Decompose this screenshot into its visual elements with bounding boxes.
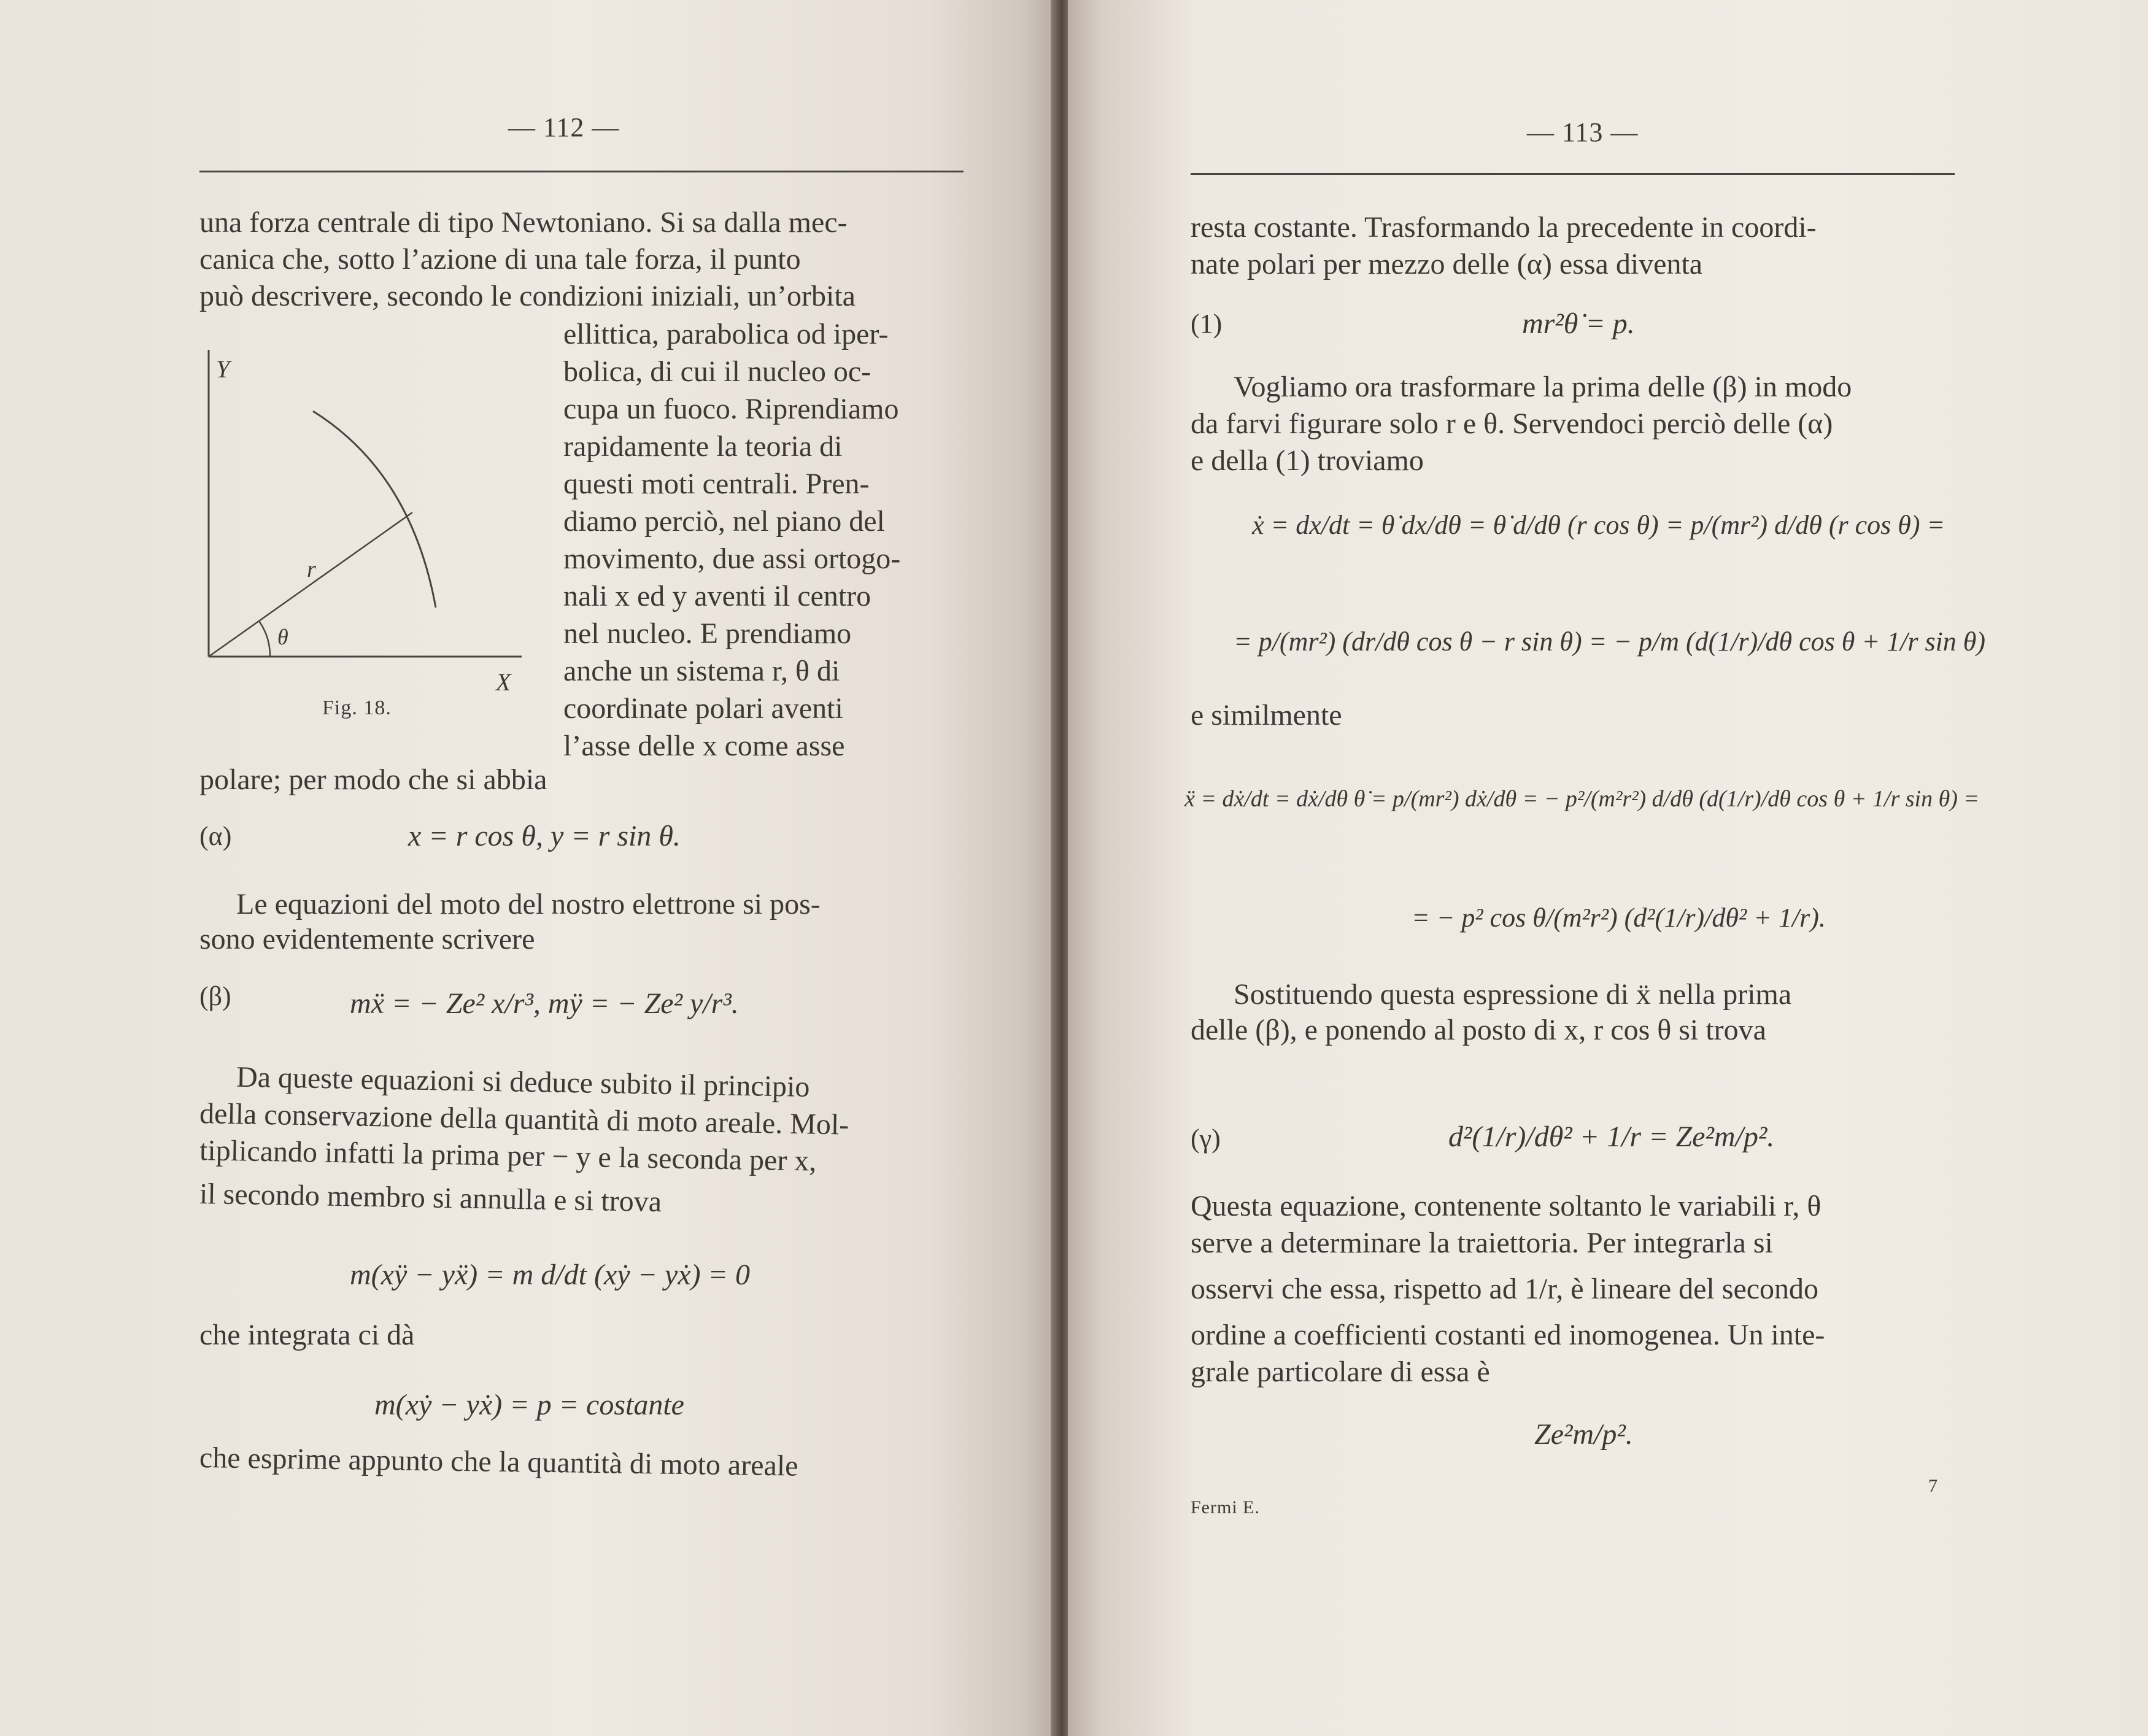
equation-label: (γ) xyxy=(1191,1124,1221,1154)
text-line: delle (β), e ponendo al posto di x, r cos θ si trova xyxy=(1191,1014,1766,1046)
equation-beta: mẍ = − Ze² x/r³, mÿ = − Ze² y/r³. xyxy=(350,987,739,1020)
text-line: osservi che essa, rispetto ad 1/r, è lineare del secondo xyxy=(1191,1273,1819,1305)
text-line: da farvi figurare solo r e θ. Servendoci perciò delle (α) xyxy=(1191,407,1833,440)
text-line: della conservazione della quantità di moto areale. Mol- xyxy=(199,1097,849,1141)
text-line: nate polari per mezzo delle (α) essa diventa xyxy=(1191,248,1703,280)
text-line: che integrata ci dà xyxy=(199,1319,415,1351)
equation-constant: m(xẏ − yẋ) = p = costante xyxy=(374,1389,684,1421)
text-line: nel nucleo. E prendiamo xyxy=(563,617,852,650)
sheet-number: 7 xyxy=(1928,1476,1938,1496)
text-line: resta costante. Trasformando la precedente in coordi- xyxy=(1191,211,1817,244)
text-line: Questa equazione, contenente soltanto le variabili r, θ xyxy=(1191,1190,1822,1222)
text-line: l’asse delle x come asse xyxy=(563,730,845,762)
text-line: polare; per modo che si abbia xyxy=(199,763,547,796)
text-line: diamo perciò, nel piano del xyxy=(563,505,885,538)
text-line: coordinate polari aventi xyxy=(563,692,843,725)
header-rule xyxy=(1191,173,1955,175)
text-line: Sostituendo questa espressione di ẍ nella prima xyxy=(1234,978,1792,1011)
page-number: — 112 — xyxy=(508,112,620,142)
text-line: anche un sistema r, θ di xyxy=(563,655,840,687)
figure-18-diagram xyxy=(196,344,540,712)
equation-areal: m(xÿ − yẍ) = m d/dt (xẏ − yẋ) = 0 xyxy=(350,1259,750,1291)
x-axis-label: X xyxy=(496,668,511,696)
text-line: bolica, di cui il nucleo oc- xyxy=(563,355,871,388)
theta-label: θ xyxy=(277,625,288,649)
equation-label: (α) xyxy=(199,821,232,851)
radius-label: r xyxy=(307,557,316,582)
right-page xyxy=(1068,0,2148,1736)
text-line: questi moti centrali. Pren- xyxy=(563,468,870,500)
y-axis-label: Y xyxy=(216,355,230,383)
text-line: Da queste equazioni si deduce subito il principio xyxy=(236,1060,810,1103)
text-line: nali x ed y aventi il centro xyxy=(563,580,871,612)
text-line: ordine a coefficienti costanti ed inomogenea. Un inte- xyxy=(1191,1319,1825,1351)
text-line: sono evidentemente scrivere xyxy=(199,923,535,955)
equation-particular: Ze²m/p². xyxy=(1534,1418,1633,1451)
equation-alpha: x = r cos θ, y = r sin θ. xyxy=(408,820,681,852)
text-line: e della (1) troviamo xyxy=(1191,444,1424,477)
equation-1: mr²θ̇ = p. xyxy=(1522,307,1635,340)
text-line: movimento, due assi ortogo- xyxy=(563,542,901,575)
text-line: canica che, sotto l’azione di una tale forza, il punto xyxy=(199,243,801,276)
printer-signature: Fermi E. xyxy=(1191,1497,1260,1518)
text-line: grale particolare di essa è xyxy=(1191,1356,1490,1388)
text-line: il secondo membro si annulla e si trova xyxy=(199,1178,662,1219)
text-line: cupa un fuoco. Riprendiamo xyxy=(563,393,899,425)
text-line: una forza centrale di tipo Newtoniano. Si sa dalla mec- xyxy=(199,206,848,239)
equation-xdot-expanded: = p/(mr²) (dr/dθ cos θ − r sin θ) = − p/m (d(1/r)/dθ cos θ + 1/r sin θ) xyxy=(1234,627,1986,657)
header-rule xyxy=(199,171,964,172)
equation-xddot-result: = − p² cos θ/(m²r²) (d²(1/r)/dθ² + 1/r). xyxy=(1412,903,1826,933)
equation-xdot: ẋ = dx/dt = θ̇ dx/dθ = θ̇ d/dθ (r cos θ) = p/(mr²) d/dθ (r cos θ) = xyxy=(1252,510,1945,540)
text-line: che esprime appunto che la quantità di moto areale xyxy=(199,1441,798,1483)
text-line: Vogliamo ora trasformare la prima delle (β) in modo xyxy=(1234,371,1852,403)
figure-caption: Fig. 18. xyxy=(322,696,392,719)
equation-label: (1) xyxy=(1191,309,1223,339)
text-line: Le equazioni del moto del nostro elettrone si pos- xyxy=(236,888,821,920)
text-line: può descrivere, secondo le condizioni iniziali, un’orbita xyxy=(199,280,856,312)
left-page xyxy=(0,0,1056,1736)
page-number: — 113 — xyxy=(1527,117,1639,147)
text-line: serve a determinare la traiettoria. Per integrarla si xyxy=(1191,1227,1773,1259)
equation-label: (β) xyxy=(199,981,231,1011)
text-line: e similmente xyxy=(1191,699,1342,731)
text-line: rapidamente la teoria di xyxy=(563,430,843,463)
text-line: tiplicando infatti la prima per − y e la seconda per x, xyxy=(199,1134,817,1178)
equation-xddot: ẍ = dẋ/dt = dẋ/dθ θ̇ = p/(mr²) dẋ/dθ = − p²/(m²r²) d/dθ (d(1/r)/dθ cos θ + 1/r sin θ) = xyxy=(1184,786,1980,812)
equation-gamma: d²(1/r)/dθ² + 1/r = Ze²m/p². xyxy=(1448,1121,1775,1153)
text-line: ellittica, parabolica od iper- xyxy=(563,318,889,350)
